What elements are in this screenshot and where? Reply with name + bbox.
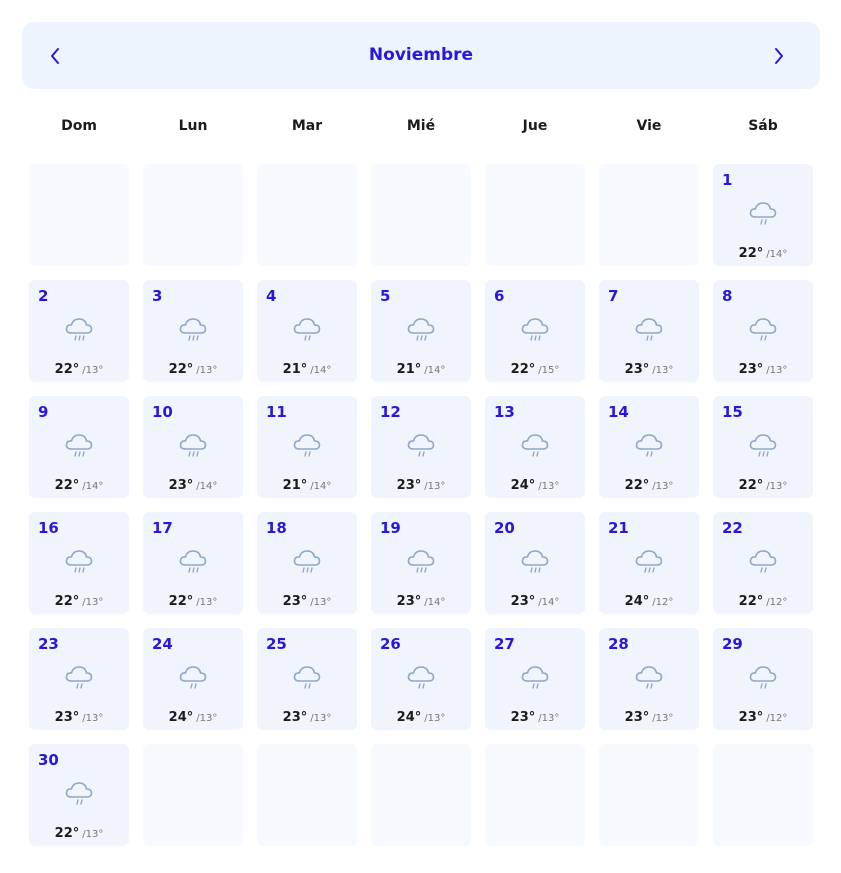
- temperature-range: [599, 358, 699, 377]
- rain-cloud-icon: [64, 431, 94, 459]
- temperature-range: [257, 590, 357, 609]
- weekday-dom: Dom: [61, 118, 97, 134]
- day-cell[interactable]: [485, 512, 585, 614]
- rain-cloud-icon: [406, 315, 436, 343]
- day-cell[interactable]: [599, 628, 699, 730]
- day-number: 13: [494, 403, 515, 421]
- rain-cloud-icon: [178, 315, 208, 343]
- rain-cloud-icon: [406, 431, 436, 459]
- max-temperature: 23°: [396, 478, 422, 493]
- day-cell[interactable]: [713, 396, 813, 498]
- temperature-range: [485, 706, 585, 725]
- empty-day-cell: [257, 164, 357, 266]
- rain-cloud-icon: [520, 663, 550, 691]
- min-temperature: /13°: [310, 597, 332, 608]
- min-temperature: /14°: [310, 365, 332, 376]
- day-cell[interactable]: [485, 628, 585, 730]
- min-temperature: /14°: [766, 249, 788, 260]
- max-temperature: 24°: [624, 594, 650, 609]
- max-temperature: 23°: [510, 710, 536, 725]
- min-temperature: /13°: [82, 597, 104, 608]
- temperature-range: [371, 474, 471, 493]
- max-temperature: 23°: [738, 362, 764, 377]
- day-number: 12: [380, 403, 401, 421]
- max-temperature: 23°: [168, 478, 194, 493]
- max-temperature: 23°: [54, 710, 80, 725]
- day-number: 7: [608, 287, 619, 305]
- temperature-range: [485, 474, 585, 493]
- max-temperature: 24°: [168, 710, 194, 725]
- rain-cloud-icon: [292, 547, 322, 575]
- day-cell[interactable]: [713, 164, 813, 266]
- rain-cloud-icon: [748, 199, 778, 227]
- empty-day-cell: [29, 164, 129, 266]
- temperature-range: [257, 358, 357, 377]
- min-temperature: /13°: [424, 713, 446, 724]
- rain-cloud-icon: [64, 315, 94, 343]
- rain-cloud-icon: [634, 315, 664, 343]
- day-cell[interactable]: [29, 744, 129, 846]
- day-number: 30: [38, 751, 59, 769]
- day-number: 16: [38, 519, 59, 537]
- rain-cloud-icon: [520, 547, 550, 575]
- chevron-right-icon: [772, 46, 786, 66]
- rain-cloud-icon: [748, 315, 778, 343]
- day-number: 15: [722, 403, 743, 421]
- weekday-sab: Sáb: [748, 118, 778, 134]
- day-cell[interactable]: [29, 512, 129, 614]
- day-cell[interactable]: [713, 512, 813, 614]
- rain-cloud-icon: [748, 663, 778, 691]
- min-temperature: /14°: [82, 481, 104, 492]
- temperature-range: [713, 706, 813, 725]
- day-number: 20: [494, 519, 515, 537]
- temperature-range: [599, 590, 699, 609]
- day-cell[interactable]: [257, 396, 357, 498]
- min-temperature: /13°: [196, 365, 218, 376]
- day-number: 8: [722, 287, 733, 305]
- temperature-range: [29, 590, 129, 609]
- rain-cloud-icon: [520, 431, 550, 459]
- rain-cloud-icon: [634, 431, 664, 459]
- max-temperature: 22°: [54, 478, 80, 493]
- min-temperature: /13°: [310, 713, 332, 724]
- day-number: 26: [380, 635, 401, 653]
- day-cell[interactable]: [257, 280, 357, 382]
- empty-day-cell: [143, 744, 243, 846]
- day-cell[interactable]: [713, 280, 813, 382]
- min-temperature: /12°: [766, 597, 788, 608]
- day-number: 27: [494, 635, 515, 653]
- day-cell[interactable]: [143, 512, 243, 614]
- max-temperature: 24°: [510, 478, 536, 493]
- temperature-range: [29, 822, 129, 841]
- empty-day-cell: [485, 164, 585, 266]
- rain-cloud-icon: [292, 315, 322, 343]
- max-temperature: 22°: [738, 594, 764, 609]
- max-temperature: 21°: [282, 478, 308, 493]
- day-cell[interactable]: [485, 396, 585, 498]
- day-cell[interactable]: [143, 396, 243, 498]
- temperature-range: [257, 474, 357, 493]
- weekday-jue: Jue: [522, 118, 548, 134]
- max-temperature: 21°: [396, 362, 422, 377]
- min-temperature: /13°: [766, 481, 788, 492]
- min-temperature: /13°: [652, 481, 674, 492]
- max-temperature: 22°: [54, 594, 80, 609]
- max-temperature: 22°: [54, 826, 80, 841]
- day-number: 11: [266, 403, 287, 421]
- max-temperature: 23°: [282, 594, 308, 609]
- temperature-range: [713, 242, 813, 261]
- temperature-range: [29, 358, 129, 377]
- day-number: 17: [152, 519, 173, 537]
- month-header: [22, 22, 820, 89]
- min-temperature: /13°: [82, 829, 104, 840]
- empty-day-cell: [143, 164, 243, 266]
- day-number: 9: [38, 403, 49, 421]
- min-temperature: /14°: [424, 597, 446, 608]
- max-temperature: 22°: [510, 362, 536, 377]
- min-temperature: /13°: [196, 597, 218, 608]
- empty-day-cell: [371, 744, 471, 846]
- temperature-range: [713, 590, 813, 609]
- day-cell[interactable]: [713, 628, 813, 730]
- max-temperature: 22°: [624, 478, 650, 493]
- day-cell[interactable]: [371, 396, 471, 498]
- max-temperature: 23°: [624, 362, 650, 377]
- day-cell[interactable]: [599, 280, 699, 382]
- min-temperature: /12°: [766, 713, 788, 724]
- rain-cloud-icon: [64, 663, 94, 691]
- min-temperature: /13°: [652, 365, 674, 376]
- day-cell[interactable]: [143, 628, 243, 730]
- min-temperature: /13°: [424, 481, 446, 492]
- rain-cloud-icon: [64, 779, 94, 807]
- max-temperature: 22°: [54, 362, 80, 377]
- max-temperature: 22°: [168, 594, 194, 609]
- rain-cloud-icon: [748, 431, 778, 459]
- day-number: 24: [152, 635, 173, 653]
- min-temperature: /13°: [538, 713, 560, 724]
- max-temperature: 23°: [738, 710, 764, 725]
- day-number: 10: [152, 403, 173, 421]
- temperature-range: [599, 474, 699, 493]
- month-title: Noviembre: [368, 45, 474, 65]
- temperature-range: [371, 706, 471, 725]
- day-number: 2: [38, 287, 49, 305]
- temperature-range: [713, 358, 813, 377]
- weekday-lun: Lun: [178, 118, 208, 134]
- min-temperature: /13°: [82, 365, 104, 376]
- day-cell[interactable]: [29, 396, 129, 498]
- max-temperature: 23°: [396, 594, 422, 609]
- temperature-range: [713, 474, 813, 493]
- temperature-range: [485, 590, 585, 609]
- day-cell[interactable]: [257, 512, 357, 614]
- temperature-range: [29, 706, 129, 725]
- temperature-range: [143, 474, 243, 493]
- max-temperature: 22°: [738, 246, 764, 261]
- day-number: 4: [266, 287, 277, 305]
- min-temperature: /14°: [310, 481, 332, 492]
- day-number: 14: [608, 403, 629, 421]
- rain-cloud-icon: [64, 547, 94, 575]
- day-cell[interactable]: [371, 280, 471, 382]
- day-cell[interactable]: [371, 628, 471, 730]
- temperature-range: [143, 706, 243, 725]
- max-temperature: 22°: [738, 478, 764, 493]
- rain-cloud-icon: [406, 547, 436, 575]
- rain-cloud-icon: [292, 663, 322, 691]
- day-number: 6: [494, 287, 505, 305]
- weekday-header-row: [22, 118, 820, 146]
- max-temperature: 23°: [282, 710, 308, 725]
- day-number: 28: [608, 635, 629, 653]
- temperature-range: [29, 474, 129, 493]
- day-number: 18: [266, 519, 287, 537]
- max-temperature: 24°: [396, 710, 422, 725]
- rain-cloud-icon: [748, 547, 778, 575]
- rain-cloud-icon: [634, 663, 664, 691]
- day-number: 5: [380, 287, 391, 305]
- min-temperature: /14°: [538, 597, 560, 608]
- day-cell[interactable]: [371, 512, 471, 614]
- min-temperature: /13°: [538, 481, 560, 492]
- day-cell[interactable]: [29, 280, 129, 382]
- day-number: 25: [266, 635, 287, 653]
- rain-cloud-icon: [178, 547, 208, 575]
- temperature-range: [599, 706, 699, 725]
- weekday-mar: Mar: [291, 118, 323, 134]
- empty-day-cell: [713, 744, 813, 846]
- day-number: 29: [722, 635, 743, 653]
- max-temperature: 23°: [510, 594, 536, 609]
- day-number: 23: [38, 635, 59, 653]
- temperature-range: [371, 358, 471, 377]
- day-cell[interactable]: [29, 628, 129, 730]
- empty-day-cell: [599, 164, 699, 266]
- day-cell[interactable]: [143, 280, 243, 382]
- empty-day-cell: [371, 164, 471, 266]
- min-temperature: /12°: [652, 597, 674, 608]
- rain-cloud-icon: [520, 315, 550, 343]
- day-number: 22: [722, 519, 743, 537]
- day-number: 19: [380, 519, 401, 537]
- day-cell[interactable]: [599, 512, 699, 614]
- day-cell[interactable]: [257, 628, 357, 730]
- day-number: 21: [608, 519, 629, 537]
- temperature-range: [143, 358, 243, 377]
- max-temperature: 22°: [168, 362, 194, 377]
- min-temperature: /13°: [82, 713, 104, 724]
- day-cell[interactable]: [599, 396, 699, 498]
- empty-day-cell: [485, 744, 585, 846]
- day-number: 1: [722, 171, 733, 189]
- rain-cloud-icon: [178, 431, 208, 459]
- weekday-vie: Vie: [636, 118, 662, 134]
- rain-cloud-icon: [634, 547, 664, 575]
- max-temperature: 21°: [282, 362, 308, 377]
- temperature-range: [485, 358, 585, 377]
- empty-day-cell: [599, 744, 699, 846]
- min-temperature: /13°: [652, 713, 674, 724]
- day-number: 3: [152, 287, 163, 305]
- min-temperature: /14°: [196, 481, 218, 492]
- weekday-mie: Mié: [406, 118, 436, 134]
- min-temperature: /13°: [766, 365, 788, 376]
- max-temperature: 23°: [624, 710, 650, 725]
- temperature-range: [143, 590, 243, 609]
- next-month-button[interactable]: [754, 22, 804, 89]
- rain-cloud-icon: [178, 663, 208, 691]
- min-temperature: /13°: [196, 713, 218, 724]
- min-temperature: /14°: [424, 365, 446, 376]
- empty-day-cell: [257, 744, 357, 846]
- temperature-range: [257, 706, 357, 725]
- min-temperature: /15°: [538, 365, 560, 376]
- rain-cloud-icon: [406, 663, 436, 691]
- day-cell[interactable]: [485, 280, 585, 382]
- rain-cloud-icon: [292, 431, 322, 459]
- temperature-range: [371, 590, 471, 609]
